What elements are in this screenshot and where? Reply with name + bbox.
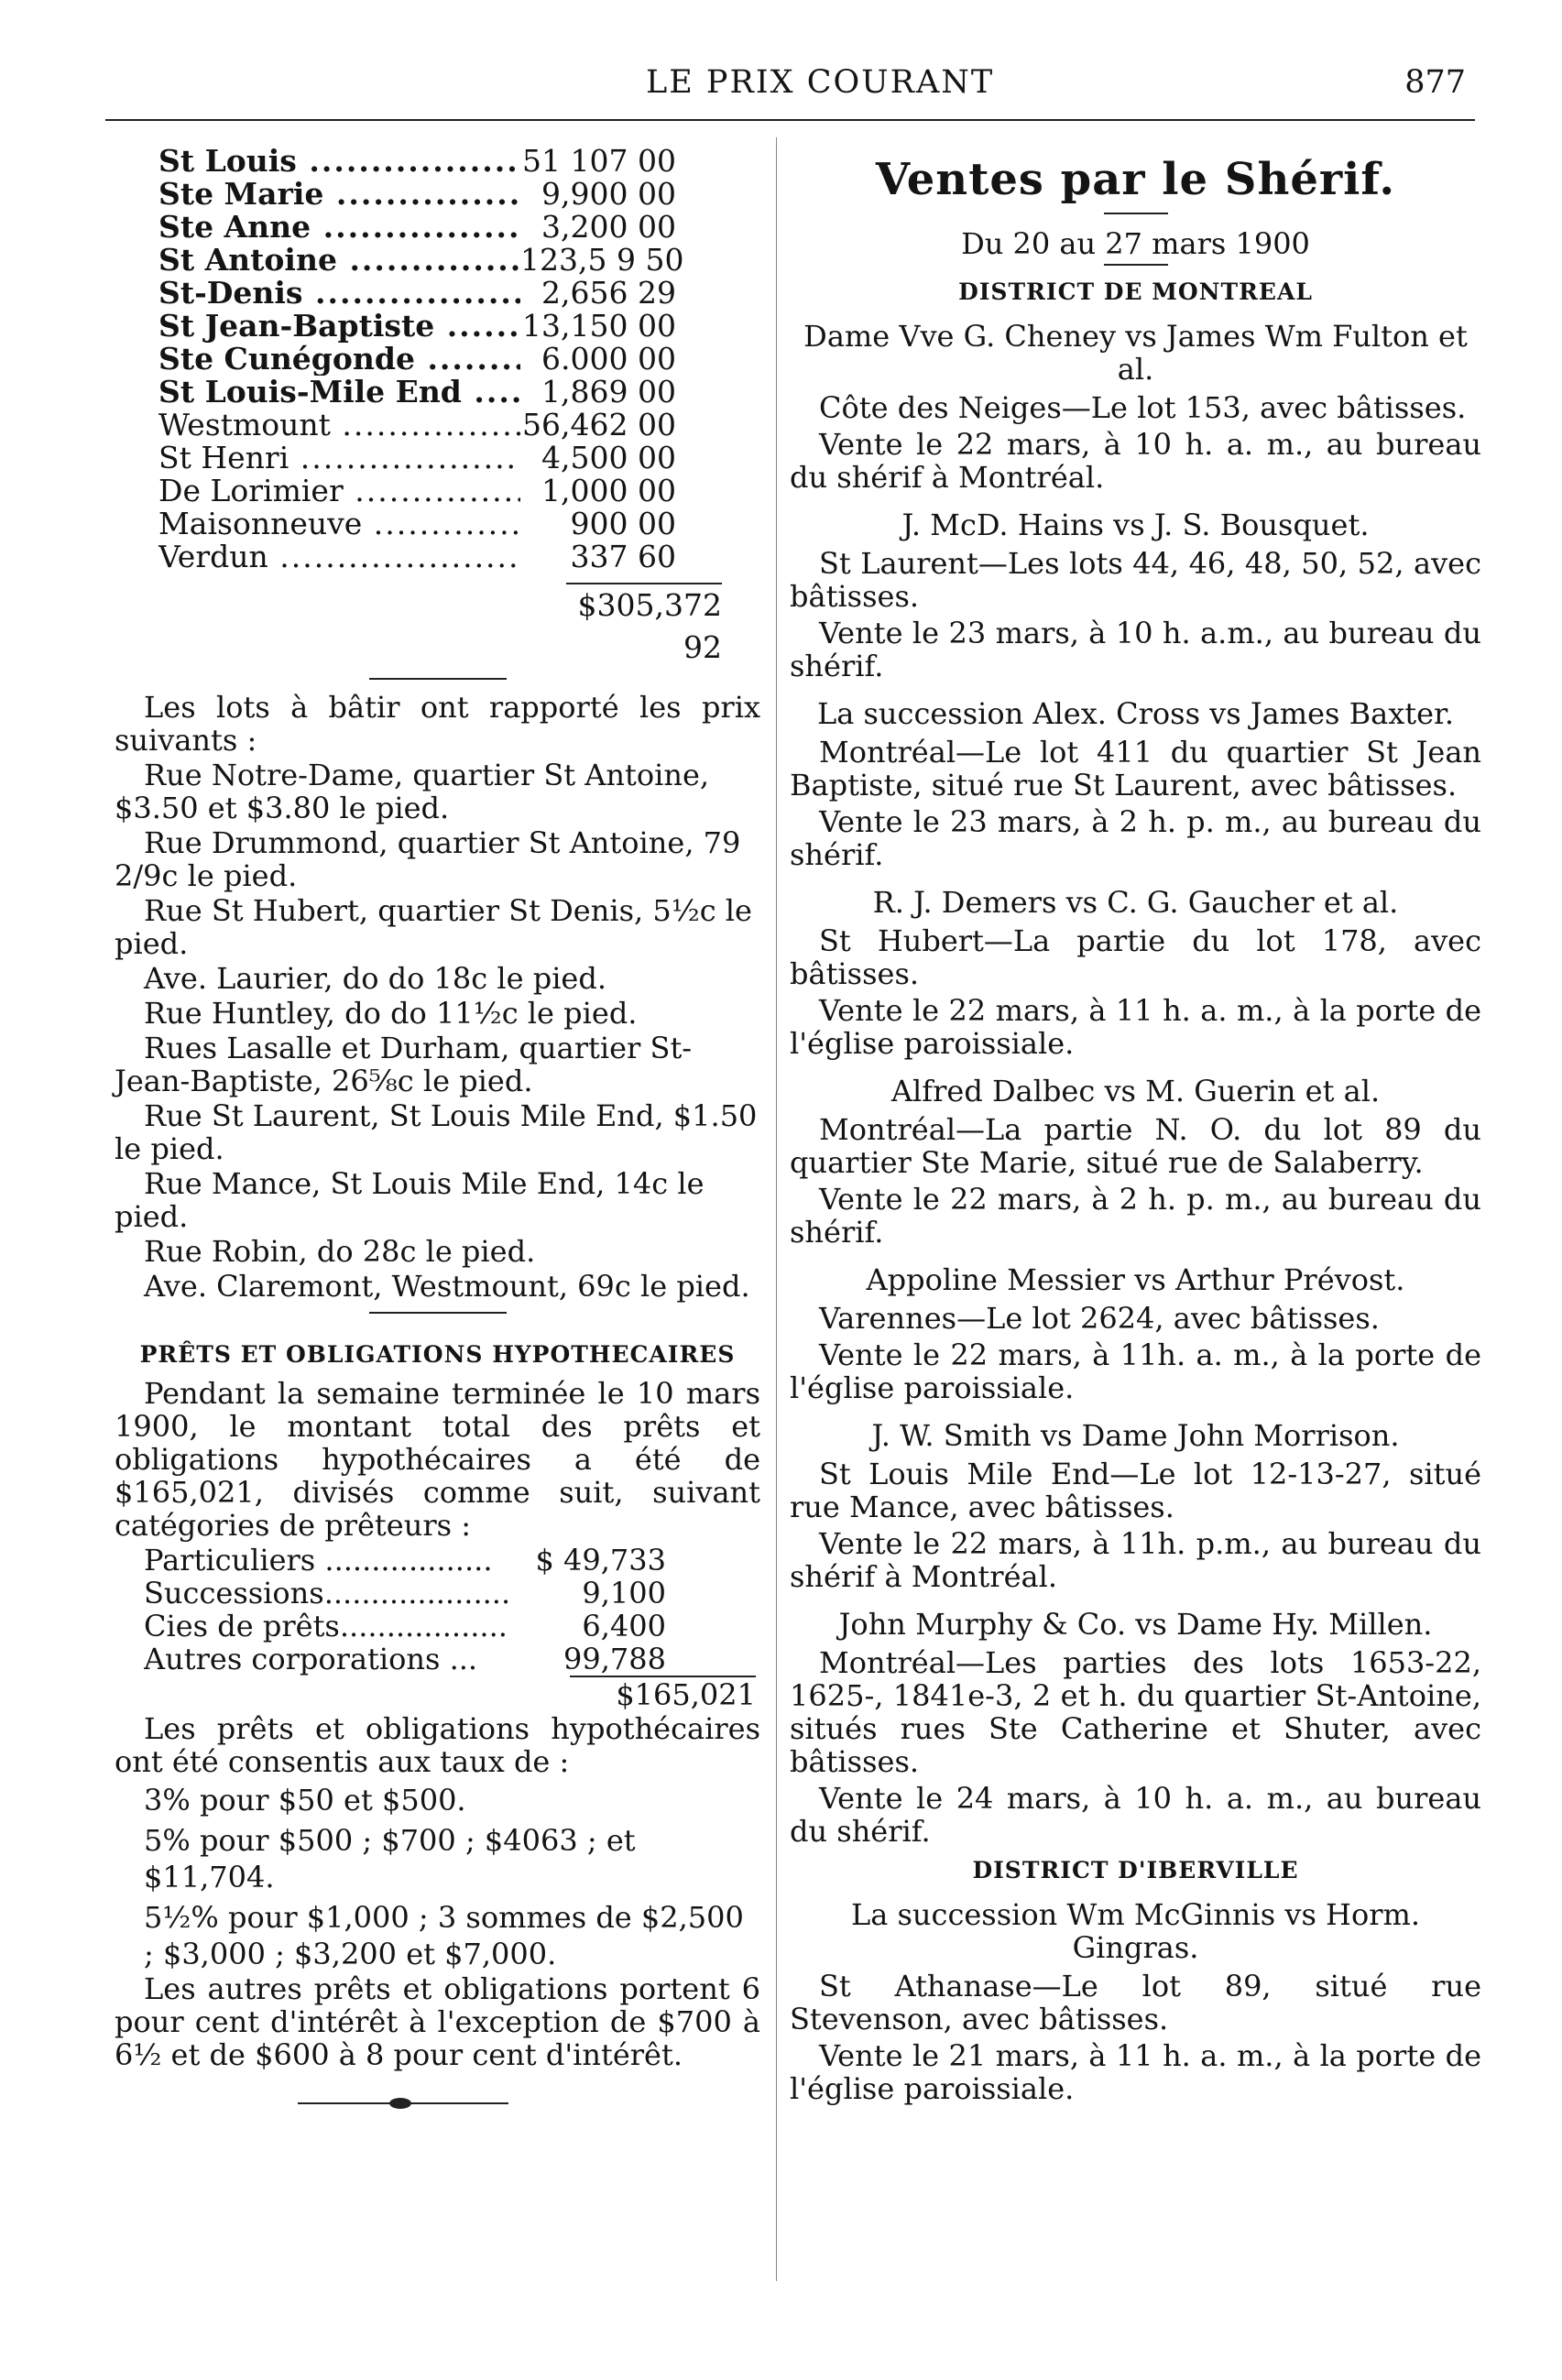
- stat-name: St Henri .....: [158, 442, 520, 475]
- left-column: [115, 145, 760, 2307]
- right-column: [790, 145, 1481, 2307]
- stat-row: [158, 409, 760, 442]
- sale-case: [790, 1263, 1481, 1404]
- case-paragraph: Vente le 22 mars, à 11 h. a. m., à la porte de l'église paroissiale.: [790, 993, 1481, 1061]
- ornament-rule: [298, 2102, 508, 2104]
- street-price: Rue Huntley, do do 11½c le pied.: [144, 996, 638, 1031]
- case-paragraph: Vente le 23 mars, à 10 h. a.m., au bureau du shérif.: [790, 616, 1481, 683]
- stat-value: 6.000 00: [541, 341, 676, 377]
- lots-intro: Les lots à bâtir ont rapporté les prix suivants :: [115, 690, 760, 758]
- case-paragraph: Montréal—Les parties des lots 1653-22, 1625-, 1841e-3, 2 et h. du quartier St-Antoine, situés rues Ste Catherine et Shuter, avec bâtisses.: [790, 1645, 1481, 1779]
- lender-value: 99,788: [563, 1642, 666, 1676]
- case-paragraph: Vente le 22 mars, à 2 h. p. m., au bureau du shérif.: [790, 1182, 1481, 1250]
- page-number: 877: [1404, 64, 1466, 101]
- stat-value: 9,900 00: [541, 176, 676, 212]
- stat-row: [158, 508, 760, 540]
- stat-value: 4,500 00: [541, 440, 676, 475]
- street-price: Rue St Laurent, St Louis Mile End, $1.50 le pied.: [115, 1098, 758, 1166]
- stat-name: De Lorimier .....: [158, 475, 520, 508]
- stat-row: [158, 145, 760, 178]
- loans-intro: Pendant la semaine terminée le 10 mars 1900, le montant total des prêts et obligations hypothécaires a été de $165,021, divisés comme suit, suivant catégories de prêteurs :: [115, 1376, 760, 1543]
- divider: [1104, 264, 1168, 266]
- case-paragraph: Vente le 24 mars, à 10 h. a. m., au bureau du shérif.: [790, 1781, 1481, 1849]
- stat-value: 1,869 00: [541, 374, 676, 409]
- case-paragraph: St Athanase—Le lot 89, situé rue Stevenson, avec bâtisses.: [790, 1969, 1481, 2036]
- case-title: Appoline Messier vs Arthur Prévost.: [866, 1262, 1405, 1297]
- stat-value: 900 00: [570, 506, 676, 541]
- case-paragraph: Montréal—Le lot 411 du quartier St Jean Baptiste, situé rue St Laurent, avec bâtisses.: [790, 735, 1481, 802]
- divider: [369, 678, 507, 680]
- lender-value: 9,100: [582, 1576, 666, 1610]
- sale-case: [790, 1419, 1481, 1593]
- stat-row: [158, 475, 760, 508]
- stat-value: 56,462 00: [522, 407, 676, 442]
- stat-row: [158, 310, 760, 343]
- street-price: Ave. Claremont, Westmount, 69c le pied.: [144, 1269, 750, 1304]
- stat-name: Ste Anne .....: [158, 211, 520, 244]
- case-paragraph: Côte des Neiges—Le lot 153, avec bâtisses.: [819, 390, 1467, 425]
- stat-name: Ste Marie .....: [158, 178, 520, 211]
- case-title: J. W. Smith vs Dame John Morrison.: [871, 1418, 1400, 1453]
- rate-line: 3% pour $50 et $500.: [144, 1783, 466, 1818]
- stat-row: [158, 211, 760, 244]
- lender-row: [144, 1544, 760, 1577]
- street-price: Ave. Laurier, do do 18c le pied.: [144, 961, 607, 996]
- lender-row: [144, 1577, 760, 1610]
- rates-note: Les autres prêts et obligations portent 6 pour cent d'intérêt à l'exception de $700 à 6½ et de $600 à 8 pour cent d'intérêt.: [115, 1971, 760, 2072]
- case-paragraph: Vente le 21 mars, à 11 h. a. m., à la porte de l'église paroissiale.: [790, 2038, 1481, 2106]
- stat-name: Verdun .....: [158, 540, 520, 573]
- stat-name: St Louis .....: [158, 145, 520, 178]
- case-title: J. McD. Hains vs J. S. Bousquet.: [901, 508, 1370, 542]
- page-header: [105, 57, 1475, 112]
- case-title: R. J. Demers vs C. G. Gaucher et al.: [872, 885, 1399, 920]
- district-stats-table: [158, 145, 760, 669]
- date-range: Du 20 au 27 mars 1900: [961, 226, 1310, 261]
- case-paragraph: Varennes—Le lot 2624, avec bâtisses.: [819, 1301, 1380, 1336]
- stat-value: 51 107 00: [522, 143, 676, 179]
- sales-title: Ventes par le Shérif.: [875, 154, 1396, 205]
- lender-name: Cies de prêts..................: [144, 1610, 508, 1643]
- rate-line: 5% pour $500 ; $700 ; $4063 ; et $11,704.: [144, 1823, 636, 1894]
- lenders-total-row: [115, 1676, 756, 1712]
- stat-value: 123,5 9 50: [520, 242, 684, 278]
- stat-row: [158, 343, 760, 376]
- lender-name: Particuliers ..................: [144, 1544, 493, 1577]
- stat-value: 13,150 00: [522, 308, 676, 344]
- stat-row: [158, 540, 760, 573]
- case-title: La succession Wm McGinnis vs Horm. Gingras.: [850, 1897, 1421, 1965]
- sale-case: [790, 886, 1481, 1060]
- stat-row: [158, 376, 760, 409]
- divider: [1104, 213, 1168, 214]
- case-paragraph: St Laurent—Les lots 44, 46, 48, 50, 52, avec bâtisses.: [790, 546, 1481, 614]
- stat-value: 2,656 29: [541, 275, 676, 311]
- sale-case: [790, 508, 1481, 682]
- street-price: Rue St Hubert, quartier St Denis, 5½c le pied.: [115, 893, 752, 961]
- street-price: Rue Notre-Dame, quartier St Antoine, $3.50 et $3.80 le pied.: [115, 758, 710, 825]
- stat-value: 3,200 00: [541, 209, 676, 245]
- stat-name: St Antoine .....: [158, 244, 520, 277]
- case-paragraph: Vente le 22 mars, à 11h. a. m., à la porte de l'église paroissiale.: [790, 1337, 1481, 1405]
- street-price: Rue Robin, do 28c le pied.: [144, 1234, 536, 1269]
- lender-value: 6,400: [582, 1609, 666, 1643]
- stat-value: 337 60: [570, 539, 676, 574]
- case-paragraph: Vente le 23 mars, à 2 h. p. m., au bureau du shérif.: [790, 804, 1481, 872]
- stat-name: Ste Cunégonde .....: [158, 343, 520, 376]
- stats-total: $305,372 92: [577, 587, 722, 665]
- stat-name: St Louis-Mile End .....: [158, 376, 520, 409]
- column-divider: [776, 137, 777, 2281]
- sale-case: [790, 697, 1481, 871]
- stat-row: [158, 178, 760, 211]
- stat-value: 1,000 00: [541, 473, 676, 508]
- sale-case: [790, 1608, 1481, 1848]
- street-price: Rue Drummond, quartier St Antoine, 79 2/9c le pied.: [115, 825, 741, 893]
- case-title: John Murphy & Co. vs Dame Hy. Millen.: [838, 1607, 1433, 1642]
- street-price: Rue Mance, St Louis Mile End, 14c le pied.: [115, 1166, 705, 1234]
- case-paragraph: St Hubert—La partie du lot 178, avec bâtisses.: [790, 923, 1481, 991]
- lender-name: Successions....................: [144, 1577, 511, 1610]
- stat-name: Westmount .....: [158, 409, 520, 442]
- rate-line: 5½% pour $1,000 ; 3 sommes de $2,500 ; $3,000 ; $3,200 et $7,000.: [144, 1900, 744, 1971]
- stat-row: [158, 277, 760, 310]
- stat-name: Maisonneuve .....: [158, 508, 520, 540]
- case-title: La succession Alex. Cross vs James Baxter.: [816, 696, 1454, 731]
- lender-value: $ 49,733: [535, 1543, 666, 1578]
- header-rule: [105, 119, 1475, 121]
- stat-row: [158, 244, 760, 277]
- lenders-total: $165,021: [570, 1676, 756, 1712]
- sale-case: [790, 1075, 1481, 1249]
- loans-heading: PRÊTS ET OBLIGATIONS HYPOTHECAIRES: [139, 1341, 736, 1368]
- sale-case: [790, 1898, 1481, 2105]
- case-paragraph: Vente le 22 mars, à 10 h. a. m., au bureau du shérif à Montréal.: [790, 427, 1481, 495]
- case-title: Dame Vve G. Cheney vs James Wm Fulton et al.: [803, 319, 1468, 387]
- case-paragraph: Vente le 22 mars, à 11h. p.m., au bureau du shérif à Montréal.: [790, 1526, 1481, 1594]
- district-heading: DISTRICT D'IBERVILLE: [972, 1857, 1299, 1883]
- stat-name: St Jean-Baptiste .....: [158, 310, 520, 343]
- district-heading: DISTRICT DE MONTREAL: [958, 278, 1313, 305]
- sale-case: [790, 320, 1481, 494]
- lender-row: [144, 1643, 760, 1676]
- case-paragraph: Montréal—La partie N. O. du lot 89 du quartier Ste Marie, situé rue de Salaberry.: [790, 1112, 1481, 1180]
- street-price: Rues Lasalle et Durham, quartier St-Jean-Baptiste, 26⅝c le pied.: [115, 1031, 693, 1098]
- lender-name: Autres corporations ...: [144, 1643, 478, 1676]
- rates-intro: Les prêts et obligations hypothécaires ont été consentis aux taux de :: [115, 1711, 760, 1779]
- stat-name: St-Denis .....: [158, 277, 520, 310]
- case-title: Alfred Dalbec vs M. Guerin et al.: [890, 1074, 1381, 1108]
- lender-row: [144, 1610, 760, 1643]
- divider: [369, 1312, 507, 1314]
- case-paragraph: St Louis Mile End—Le lot 12-13-27, situé rue Mance, avec bâtisses.: [790, 1457, 1481, 1524]
- running-title: LE PRIX COURANT: [646, 64, 995, 101]
- stat-row: [158, 442, 760, 475]
